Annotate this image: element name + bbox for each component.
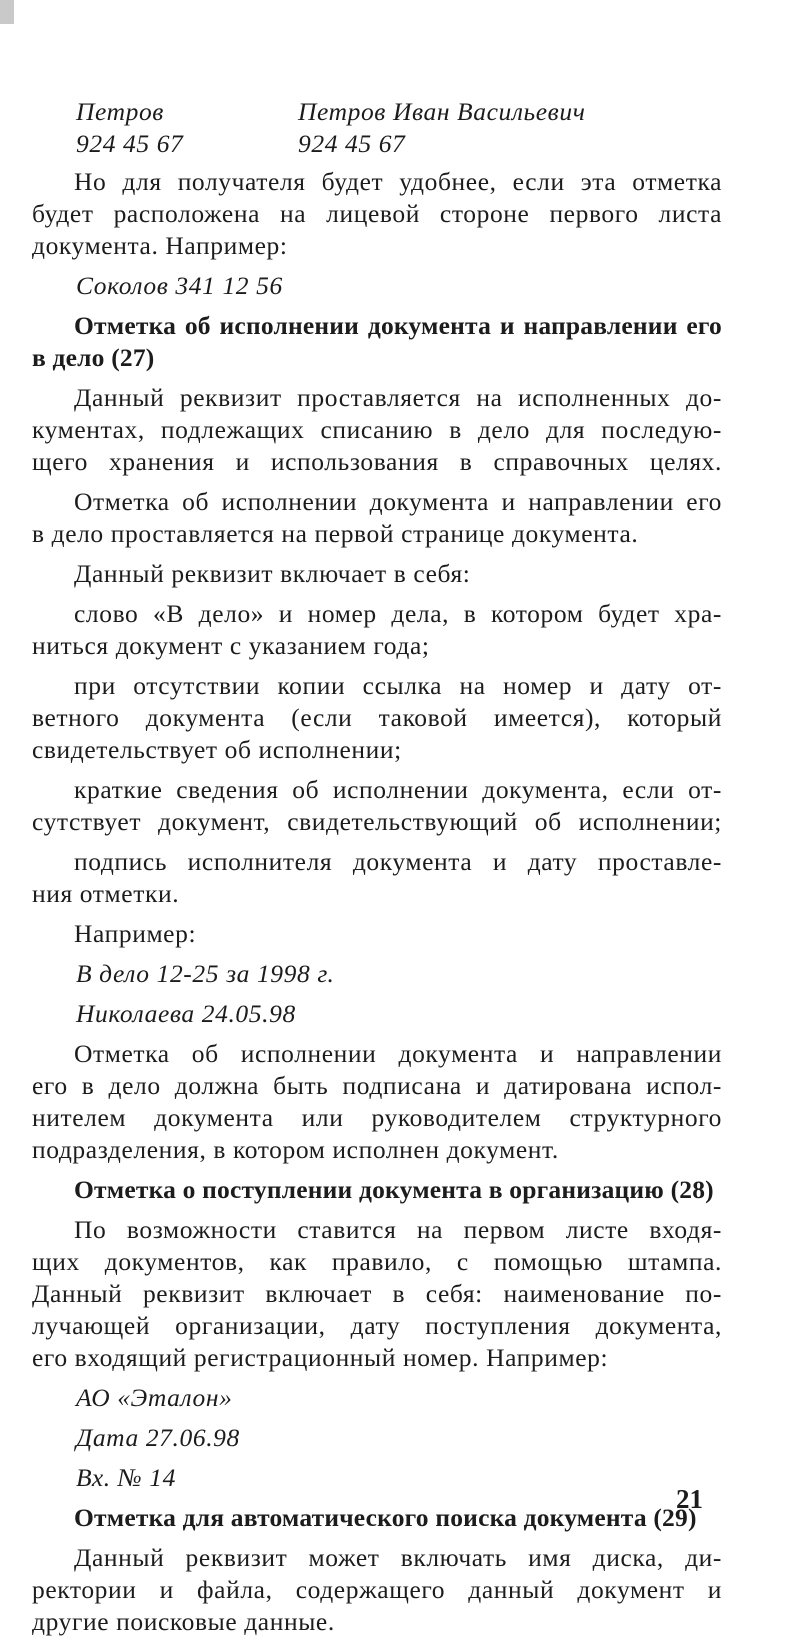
text-line: Но для получателя будет удобнее, если эта отметка bbox=[74, 167, 722, 196]
paragraph-28 bbox=[32, 1214, 722, 1374]
text-line: другие поисковые данные. bbox=[32, 1607, 335, 1636]
text-line: По возможности ставится на первом листе входя- bbox=[74, 1215, 722, 1244]
contact-full-name: Петров Иван Васильевич bbox=[298, 97, 586, 126]
example-signature-date: Николаева 24.05.98 bbox=[76, 999, 296, 1028]
paragraph-27-2 bbox=[32, 486, 722, 550]
paragraph-29 bbox=[32, 1542, 722, 1638]
text-line: Отметка об исполнении документа и направлении bbox=[74, 1039, 722, 1068]
paragraph-27-1 bbox=[32, 382, 722, 478]
example-incoming-number: Вх. № 14 bbox=[76, 1463, 177, 1492]
text-line: при отсутствии копии ссылка на номер и дату от- bbox=[74, 671, 722, 700]
text-line: щих документов, как правило, с помощью штампа. bbox=[32, 1247, 722, 1276]
paragraph-27-4 bbox=[32, 1038, 722, 1166]
text-line: сутствует документ, свидетельствующий об исполнении; bbox=[32, 807, 722, 836]
text-line: слово «В дело» и номер дела, в котором будет хра- bbox=[74, 599, 722, 628]
text-line: подпись исполнителя документа и дату проставле- bbox=[74, 847, 722, 876]
text-line: краткие сведения об исполнении документа, если от- bbox=[74, 775, 722, 804]
contact-example bbox=[32, 96, 722, 160]
heading-29 bbox=[32, 1502, 722, 1534]
heading-line: Отметка об исполнении документа и направлении его bbox=[74, 311, 722, 340]
text-line: подразделения, в котором исполнен документ. bbox=[32, 1135, 559, 1164]
contact-short-name: Петров bbox=[76, 97, 164, 126]
paragraph-27-3: Данный реквизит включает в себя: bbox=[74, 559, 471, 588]
text-line: ветного документа (если таковой имеется), который bbox=[32, 703, 722, 732]
list-item-1 bbox=[32, 598, 722, 662]
contact-short-phone: 924 45 67 bbox=[76, 129, 184, 158]
text-line: щего хранения и использования в справочных целях. bbox=[32, 447, 722, 476]
text-line: его в дело должна быть подписана и датирована испол- bbox=[32, 1071, 722, 1100]
example-sokolov: Соколов 341 12 56 bbox=[76, 271, 283, 300]
heading-27 bbox=[32, 310, 722, 374]
heading-28 bbox=[32, 1174, 722, 1206]
text-line: Данный реквизит может включать имя диска, ди- bbox=[74, 1543, 722, 1572]
document-page bbox=[32, 96, 722, 1646]
contact-full-phone: 924 45 67 bbox=[298, 129, 406, 158]
text-line: Отметка об исполнении документа и направлении его bbox=[74, 487, 722, 516]
list-item-3 bbox=[32, 774, 722, 838]
text-line: документа. Например: bbox=[32, 231, 288, 260]
example-case-number: В дело 12-25 за 1998 г. bbox=[76, 959, 335, 988]
page-number: 21 bbox=[676, 1484, 703, 1514]
example-label: Например: bbox=[74, 919, 197, 948]
text-line: Данный реквизит проставляется на исполненных до- bbox=[74, 383, 722, 412]
text-line: ректории и файла, содержащего данный документ и bbox=[32, 1575, 722, 1604]
text-line: лучающей организации, дату поступления документа, bbox=[32, 1311, 722, 1340]
heading-line: Отметка о поступлении документа в организацию (28) bbox=[74, 1175, 714, 1204]
list-item-4 bbox=[32, 846, 722, 910]
paragraph-convenient bbox=[32, 166, 722, 262]
text-line: ния отметки. bbox=[32, 879, 180, 908]
text-line: Данный реквизит включает в себя: наименование по- bbox=[32, 1279, 722, 1308]
text-line: будет расположена на лицевой стороне первого листа bbox=[32, 199, 722, 228]
heading-line: Отметка для автоматического поиска документа (29) bbox=[74, 1503, 697, 1532]
scan-edge-artifact bbox=[0, 0, 14, 24]
list-item-2 bbox=[32, 670, 722, 766]
text-line: его входящий регистрационный номер. Например: bbox=[32, 1343, 609, 1372]
example-organization: АО «Эталон» bbox=[76, 1383, 233, 1412]
heading-line: в дело (27) bbox=[32, 343, 155, 372]
text-line: ниться документ с указанием года; bbox=[32, 631, 430, 660]
text-line: кументах, подлежащих списанию в дело для последую- bbox=[32, 415, 722, 444]
text-line: в дело проставляется на первой странице документа. bbox=[32, 519, 639, 548]
example-date: Дата 27.06.98 bbox=[76, 1423, 240, 1452]
text-line: нителем документа или руководителем структурного bbox=[32, 1103, 722, 1132]
text-line: свидетельствует об исполнении; bbox=[32, 735, 402, 764]
